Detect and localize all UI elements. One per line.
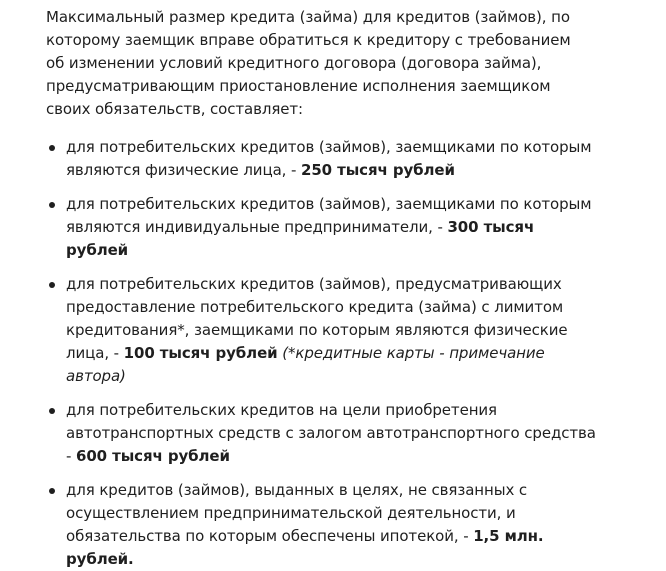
bullet-icon [49, 408, 55, 414]
item-note: (*кредитные карты - примечание автора) [66, 344, 545, 385]
item-amount: 100 тысяч рублей [123, 344, 278, 362]
list-item [66, 479, 596, 571]
intro-paragraph: Максимальный размер кредита (займа) для кредитов (займов), по которому заемщик вправе обратиться к кредитору с требованием об изменении условий кредитного договора (договора займа), предусматривающим приостановление исполнения заемщиком своих обязательств, составляет: [46, 8, 571, 118]
bullet-icon [49, 282, 55, 288]
loan-limits-list [0, 136, 666, 571]
item-amount: 300 тысяч рублей [66, 218, 535, 259]
item-text: для кредитов (займов), выданных в целях, не связанных с осуществлением предпринимательской деятельности, и обязательства по которым обеспечены ипотекой, - [66, 481, 528, 545]
item-text: для потребительских кредитов (займов), предусматривающих предоставление потребительского кредита (займа) с лимитом кредитования*, заемщиками по которым являются физические лица, - [66, 275, 568, 362]
item-text: для потребительских кредитов (займов), заемщиками по которым являются индивидуальные предприниматели, - [66, 195, 592, 236]
list-item [66, 399, 596, 468]
list-item [66, 193, 596, 262]
list-item [66, 273, 596, 388]
list-item [66, 136, 596, 182]
bullet-icon [49, 202, 55, 208]
bullet-icon [49, 145, 55, 151]
bullet-icon [49, 488, 55, 494]
item-text: для потребительских кредитов на цели приобретения автотранспортных средств с залогом автотранспортного средства - [66, 401, 596, 465]
item-text: для потребительских кредитов (займов), заемщиками по которым являются физические лица, - [66, 138, 592, 179]
item-amount: 600 тысяч рублей [75, 447, 230, 465]
item-amount: 250 тысяч рублей [300, 161, 455, 179]
item-amount: 1,5 млн. рублей. [66, 527, 544, 568]
